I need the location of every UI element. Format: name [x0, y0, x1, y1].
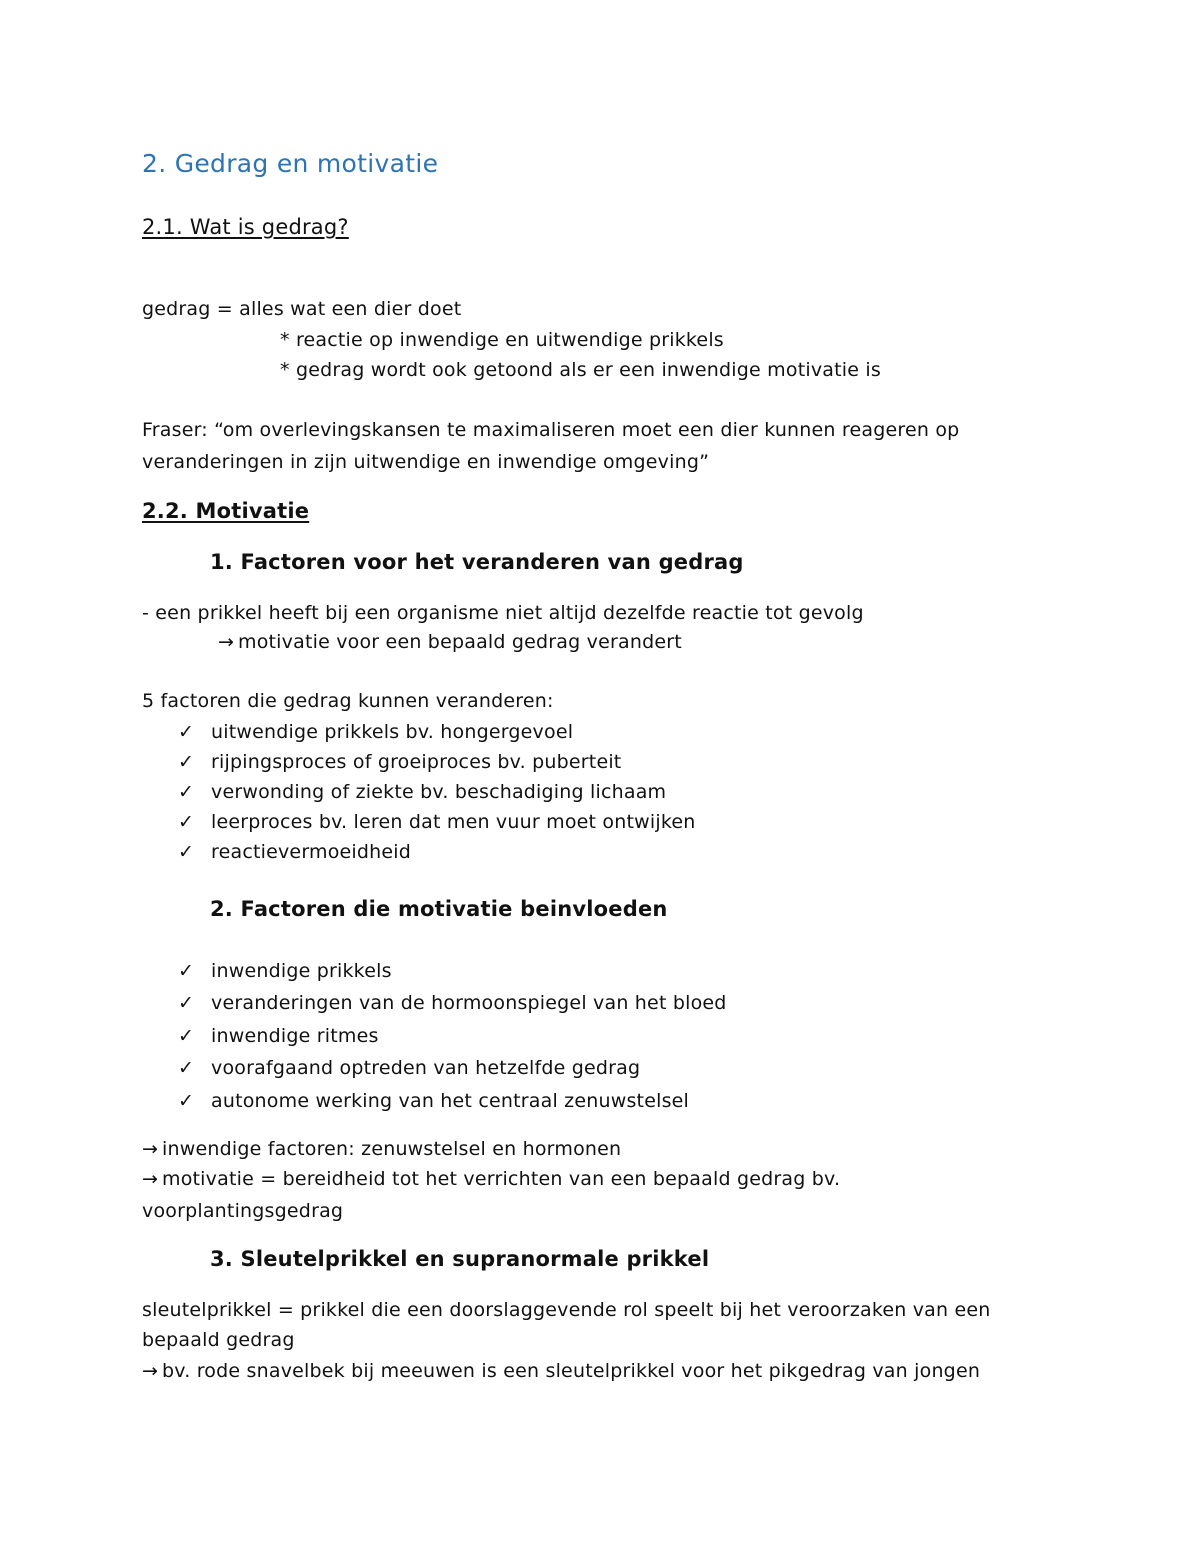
list-intro: 5 factoren die gedrag kunnen veranderen: — [142, 690, 554, 712]
definition-gedrag: gedrag = alles wat een dier doet — [142, 298, 462, 320]
arrow-icon: → — [142, 1360, 159, 1382]
list-item: veranderingen van de hormoonspiegel van het bloed — [211, 992, 727, 1014]
arrow-line-text: bv. rode snavelbek bij meeuwen is een sleutelprikkel voor het pikgedrag van jongen — [162, 1360, 981, 1382]
arrow-line-text: motivatie voor een bepaald gedrag verandert — [238, 631, 682, 653]
list-item: leerproces bv. leren dat men vuur moet ontwijken — [211, 811, 696, 833]
check-icon: ✓ — [178, 781, 194, 803]
check-icon: ✓ — [178, 721, 194, 743]
list-item: reactievermoeidheid — [211, 841, 412, 863]
body-line: sleutelprikkel = prikkel die een doorslaggevende rol speelt bij het veroorzaken van een — [142, 1299, 991, 1321]
list-item: inwendige ritmes — [211, 1025, 379, 1047]
subsection-heading-3: 3. Sleutelprikkel en supranormale prikkel — [210, 1247, 710, 1271]
check-icon: ✓ — [178, 841, 194, 863]
check-icon: ✓ — [178, 1090, 194, 1112]
arrow-line — [142, 1358, 980, 1384]
list-item: inwendige prikkels — [211, 960, 392, 982]
body-line: voorplantingsgedrag — [142, 1200, 344, 1222]
list-item: rijpingsproces of groeiproces bv. puberteit — [211, 751, 622, 773]
subsection-heading-2: 2. Factoren die motivatie beinvloeden — [210, 897, 668, 921]
arrow-icon: → — [142, 1138, 159, 1160]
definition-point: * reactie op inwendige en uitwendige prikkels — [280, 329, 724, 351]
arrow-line-text: motivatie = bereidheid tot het verrichten van een bepaald gedrag bv. — [162, 1168, 841, 1190]
document-title: 2. Gedrag en motivatie — [142, 149, 439, 178]
section-heading-2-2: 2.2. Motivatie — [142, 499, 310, 523]
list-item: autonome werking van het centraal zenuwstelsel — [211, 1090, 690, 1112]
check-icon: ✓ — [178, 1057, 194, 1079]
check-icon: ✓ — [178, 811, 194, 833]
list-item: voorafgaand optreden van hetzelfde gedrag — [211, 1057, 641, 1079]
arrow-line-text: inwendige factoren: zenuwstelsel en hormonen — [162, 1138, 622, 1160]
arrow-line — [142, 1136, 621, 1162]
check-icon: ✓ — [178, 960, 194, 982]
arrow-icon: → — [218, 631, 235, 653]
subsection-heading-1: 1. Factoren voor het veranderen van gedrag — [210, 550, 744, 574]
check-icon: ✓ — [178, 751, 194, 773]
arrow-line — [218, 629, 682, 655]
quote-line: Fraser: “om overlevingskansen te maximaliseren moet een dier kunnen reageren op — [142, 419, 960, 441]
definition-point: * gedrag wordt ook getoond als er een inwendige motivatie is — [280, 359, 881, 381]
section-heading-2-1: 2.1. Wat is gedrag? — [142, 215, 349, 239]
check-icon: ✓ — [178, 1025, 194, 1047]
quote-line: veranderingen in zijn uitwendige en inwendige omgeving” — [142, 451, 710, 473]
list-item: verwonding of ziekte bv. beschadiging lichaam — [211, 781, 667, 803]
check-icon: ✓ — [178, 992, 194, 1014]
arrow-line — [142, 1166, 840, 1192]
list-item: uitwendige prikkels bv. hongergevoel — [211, 721, 574, 743]
body-line: bepaald gedrag — [142, 1329, 295, 1351]
body-line: - een prikkel heeft bij een organisme niet altijd dezelfde reactie tot gevolg — [142, 602, 864, 624]
arrow-icon: → — [142, 1168, 159, 1190]
